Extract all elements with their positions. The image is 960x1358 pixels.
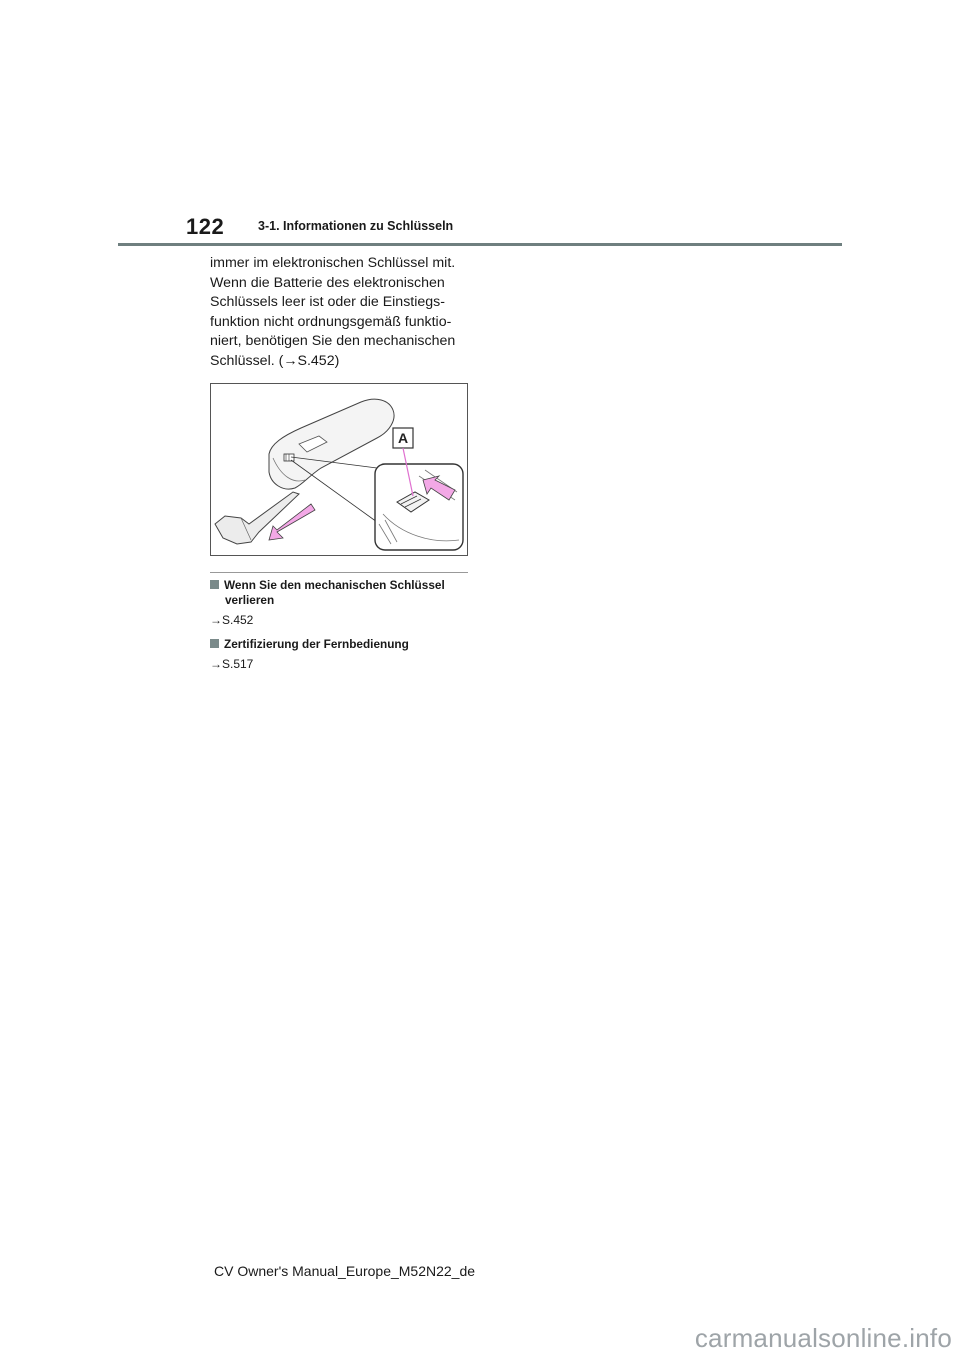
bullet-square-icon (210, 639, 219, 648)
note-heading-certification (210, 637, 472, 652)
section-divider (210, 572, 468, 573)
body-line: immer im elektronischen Schlüssel mit. (210, 255, 456, 271)
note-ref-certification: →S.517 (210, 657, 254, 671)
body-line: Wenn die Batterie des elektronischen (210, 274, 445, 291)
note-heading-text: Zertifizierung der Fernbedienung (224, 637, 409, 651)
note-ref-lost-key: →S.452 (210, 613, 254, 627)
body-line: Schlüssels leer ist oder die Einstiegs- (210, 294, 445, 311)
bullet-square-icon (210, 580, 219, 589)
header-rule (118, 243, 842, 246)
key-release-diagram (211, 384, 467, 555)
mechanical-key (215, 492, 299, 544)
section-title: 3-1. Informationen zu Schlüsseln (258, 219, 454, 233)
footer-manual-id: CV Owner's Manual_Europe_M52N22_de (214, 1263, 476, 1279)
note-heading-text: Wenn Sie den mechanischen Schlüssel (224, 578, 445, 592)
body-line: funktion nicht ordnungsgemäß funktio- (210, 313, 452, 330)
watermark: carmanualsonline.info (694, 1323, 952, 1353)
body-paragraph (210, 254, 472, 372)
page-number: 122 (186, 214, 225, 239)
body-line: Schlüssel. (→S.452) (210, 352, 340, 369)
body-line: niert, benötigen Sie den mechanischen (210, 333, 456, 350)
key-illustration (210, 383, 468, 556)
note-heading-text-cont: verlieren (225, 593, 275, 607)
note-heading-lost-key (210, 578, 472, 608)
callout-label: A (397, 430, 409, 446)
